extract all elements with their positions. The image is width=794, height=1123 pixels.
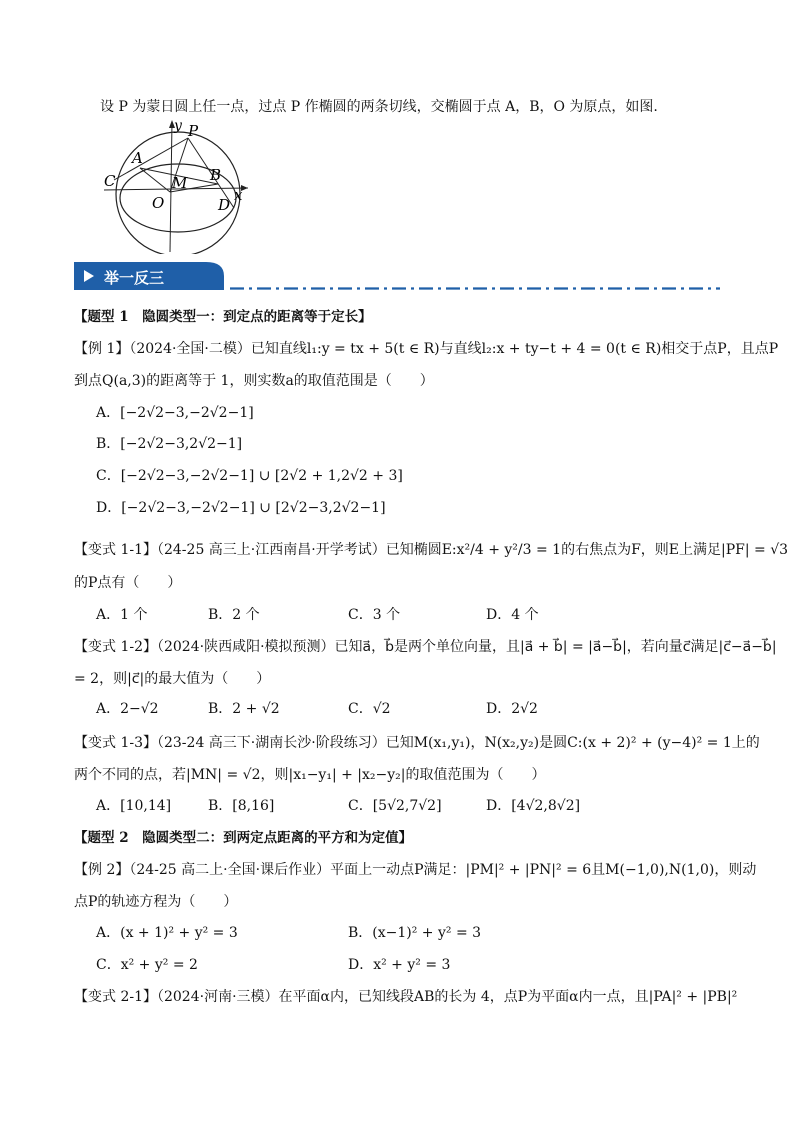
example-1-option-b: B．[−2√2−3,2√2−1]: [96, 436, 243, 452]
variant-1-3-option-a: A．[10,14]: [96, 798, 172, 814]
label-y: y: [174, 118, 182, 134]
example-1-option-d: D．[−2√2−3,−2√2−1] ∪ [2√2−3,2√2−1]: [96, 500, 386, 516]
example-1-option-c: C．[−2√2−3,−2√2−1] ∪ [2√2 + 1,2√2 + 3]: [96, 468, 403, 484]
example-1-line-1: 【例 1】（2024·全国·二模）已知直线l₁:y = tx + 5(t ∈ R)与直线l₂:x + ty−t + 4 = 0(t ∈ R)相交于点P，且点P: [74, 341, 779, 357]
variant-1-2-line-2: = 2，则|c⃗|的最大值为（ ）: [74, 671, 271, 687]
example-2-line-2: 点P的轨迹方程为（ ）: [74, 894, 238, 910]
variant-1-1-option-c: C．3 个: [348, 607, 401, 623]
label-b: B: [210, 166, 222, 184]
banner-label: 举一反三: [104, 269, 165, 287]
variant-1-2-option-d: D．2√2: [486, 701, 538, 717]
label-x: x: [234, 186, 243, 204]
variant-1-2-option-c: C．√2: [348, 701, 391, 717]
example-2-option-d: D．x² + y² = 3: [348, 957, 451, 973]
variant-1-3-line-2: 两个不同的点，若|MN| = √2，则|x₁−y₁| + |x₂−y₂|的取值范围为（ ）: [74, 767, 546, 783]
label-p: P: [188, 122, 199, 140]
label-c: C: [104, 172, 116, 190]
variant-1-1-option-d: D．4 个: [486, 607, 539, 623]
label-m: M: [172, 174, 188, 192]
section-title-2: 【题型 2 隐圆类型二：到两定点距离的平方和为定值】: [74, 830, 413, 846]
segment-oa: [140, 168, 170, 192]
label-o: O: [152, 194, 165, 212]
variant-1-2-option-b: B．2 + √2: [208, 701, 280, 717]
variant-2-1-line-1: 【变式 2-1】（2024·河南·三模）在平面α内，已知线段AB的长为 4，点P为平面α内一点，且|PA|² + |PB|²: [74, 989, 738, 1005]
example-2-option-c: C．x² + y² = 2: [96, 957, 198, 973]
section-title-1: 【题型 1 隐圆类型一：到定点的距离等于定长】: [74, 309, 372, 325]
banner-dash-divider: [230, 287, 720, 290]
example-1-line-2: 到点Q(a,3)的距离等于 1，则实数a的取值范围是（ ）: [74, 373, 434, 389]
variant-1-3-line-1: 【变式 1-3】（23-24 高三下·湖南长沙·阶段练习）已知M(x₁,y₁)，N(x₂,y₂)是圆C:(x + 2)² + (y−4)² = 1上的: [74, 735, 760, 751]
variant-1-1-option-a: A．1 个: [96, 607, 148, 623]
example-2-option-a: A．(x + 1)² + y² = 3: [96, 925, 238, 941]
variant-1-3-option-b: B．[8,16]: [208, 798, 275, 814]
intro-text: 设 P 为蒙日圆上任一点，过点 P 作椭圆的两条切线，交椭圆于点 A，B，O 为原点，如图.: [100, 99, 658, 115]
variant-1-1-option-b: B．2 个: [208, 607, 260, 623]
variant-1-2-line-1: 【变式 1-2】（2024·陕西咸阳·模拟预测）已知a⃗，b⃗是两个单位向量，且|a⃗ + b⃗| = |a⃗−b⃗|，若向量c⃗满足|c⃗−a⃗−b⃗|: [74, 639, 777, 655]
section-banner: [74, 262, 224, 290]
label-a: A: [132, 149, 143, 167]
variant-1-3-option-c: C．[5√2,7√2]: [348, 798, 442, 814]
example-2-line-1: 【例 2】（24-25 高二上·全国·课后作业）平面上一动点P满足：|PM|² + |PN|² = 6且M(−1,0),N(1,0)，则动: [74, 862, 757, 878]
variant-1-1-line-1: 【变式 1-1】（24-25 高三上·江西南昌·开学考试）已知椭圆E:x²/4 + y²/3 = 1的右焦点为F，则E上满足|PF| = √3: [74, 542, 789, 558]
label-d: D: [218, 196, 231, 214]
variant-1-2-option-a: A．2−√2: [96, 701, 159, 717]
ellipse-circle-figure: [100, 116, 260, 254]
example-1-option-a: A．[−2√2−3,−2√2−1]: [96, 405, 254, 421]
variant-1-1-line-2: 的P点有（ ）: [74, 575, 182, 591]
variant-1-3-option-d: D．[4√2,8√2]: [486, 798, 581, 814]
example-2-option-b: B．(x−1)² + y² = 3: [348, 925, 482, 941]
play-arrow-icon: [84, 270, 94, 282]
